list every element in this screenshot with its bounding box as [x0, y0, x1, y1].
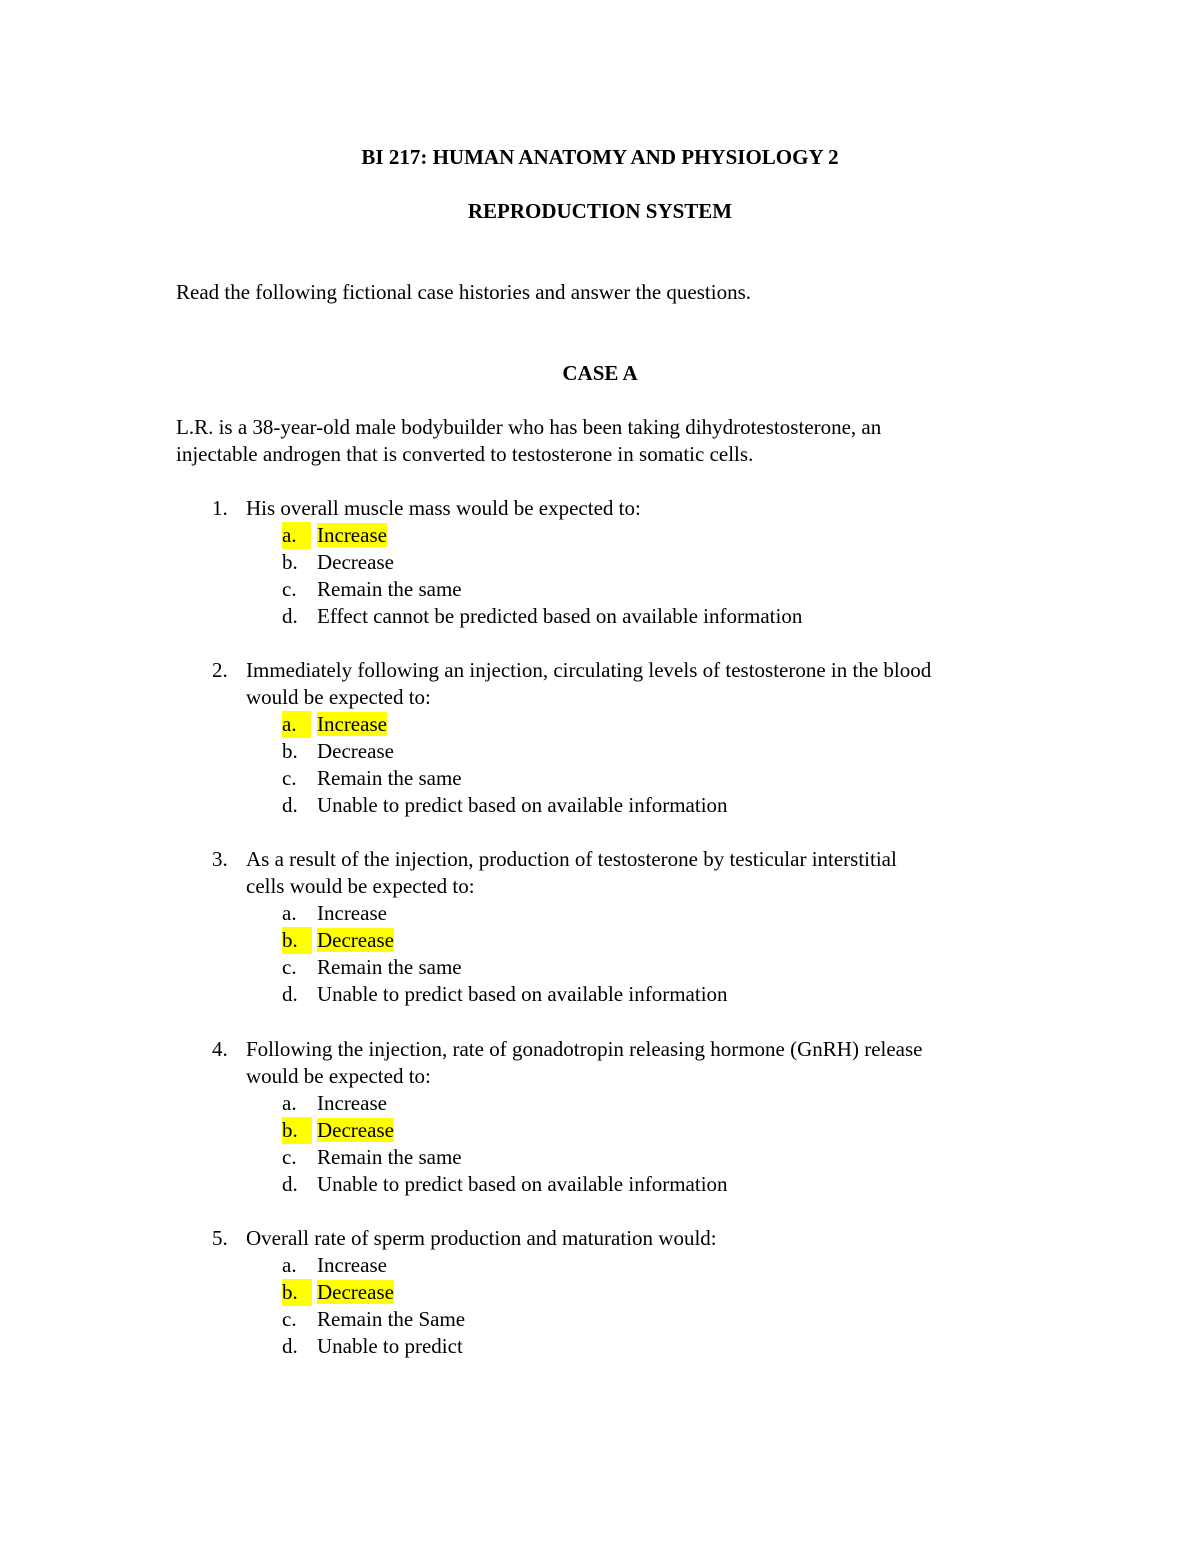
question-text: As a result of the injection, production of testosterone by testicular interstitial: [246, 847, 897, 871]
option-text: Remain the same: [317, 955, 462, 979]
option-5d[interactable]: [176, 1333, 1036, 1360]
option-2a[interactable]: [176, 711, 1036, 738]
option-3b[interactable]: [176, 927, 1036, 954]
option-1c[interactable]: [176, 576, 1036, 603]
option-letter: a.: [282, 711, 311, 738]
option-text: Remain the same: [317, 1145, 462, 1169]
option-2b[interactable]: [176, 738, 1036, 765]
option-list: [176, 711, 1036, 819]
option-letter: d.: [282, 793, 298, 817]
question-number: 1.: [212, 496, 228, 520]
option-text: Increase: [317, 901, 387, 925]
option-text: Unable to predict: [317, 1334, 463, 1358]
option-text: Increase: [317, 523, 387, 547]
document-title: BI 217: HUMAN ANATOMY AND PHYSIOLOGY 2: [361, 145, 839, 169]
option-list: [176, 1252, 1036, 1360]
option-text: Unable to predict based on available information: [317, 1172, 728, 1196]
question-text: Overall rate of sperm production and maturation would:: [246, 1226, 717, 1250]
question-1: [176, 495, 1036, 630]
option-5c[interactable]: [176, 1306, 1036, 1333]
option-text: Increase: [317, 1091, 387, 1115]
option-5a[interactable]: [176, 1252, 1036, 1279]
option-letter: a.: [282, 1253, 297, 1277]
question-text: His overall muscle mass would be expected to:: [246, 496, 641, 520]
question-stem: [176, 846, 1036, 900]
question-text: would be expected to:: [246, 685, 431, 709]
question-stem: [176, 495, 1036, 522]
option-4b[interactable]: [176, 1117, 1036, 1144]
option-text: Decrease: [317, 550, 394, 574]
option-5b[interactable]: [176, 1279, 1036, 1306]
option-3d[interactable]: [176, 981, 1036, 1008]
option-text: Decrease: [317, 739, 394, 763]
option-letter: c.: [282, 766, 297, 790]
option-text: Decrease: [317, 1280, 394, 1304]
case-intro: [176, 414, 1036, 468]
option-text: Remain the same: [317, 766, 462, 790]
option-2c[interactable]: [176, 765, 1036, 792]
option-4a[interactable]: [176, 1090, 1036, 1117]
case-intro-line: injectable androgen that is converted to testosterone in somatic cells.: [176, 442, 754, 466]
question-3: [176, 846, 1036, 1008]
question-text: Following the injection, rate of gonadotropin releasing hormone (GnRH) release: [246, 1037, 923, 1061]
question-number: 4.: [212, 1037, 228, 1061]
question-stem: [176, 1036, 1036, 1090]
question-5: [176, 1225, 1036, 1360]
option-letter: b.: [282, 1279, 312, 1306]
option-letter: b.: [282, 1117, 312, 1144]
question-text: cells would be expected to:: [246, 874, 475, 898]
option-text: Unable to predict based on available information: [317, 793, 728, 817]
option-letter: d.: [282, 1172, 298, 1196]
option-letter: c.: [282, 955, 297, 979]
instructions-text: Read the following fictional case histories and answer the questions.: [176, 280, 752, 304]
option-letter: d.: [282, 982, 298, 1006]
document-subtitle: REPRODUCTION SYSTEM: [467, 199, 733, 223]
option-text: Unable to predict based on available information: [317, 982, 728, 1006]
option-text: Decrease: [317, 928, 394, 952]
option-text: Decrease: [317, 1118, 394, 1142]
option-letter: b.: [282, 739, 298, 763]
question-number: 2.: [212, 658, 228, 682]
question-number: 3.: [212, 847, 228, 871]
option-1d[interactable]: [176, 603, 1036, 630]
case-intro-line: L.R. is a 38-year-old male bodybuilder who has been taking dihydrotestosterone, an: [176, 415, 882, 439]
question-stem: [176, 657, 1036, 711]
option-4d[interactable]: [176, 1171, 1036, 1198]
option-letter: a.: [282, 522, 311, 549]
case-heading: CASE A: [562, 361, 638, 385]
option-3a[interactable]: [176, 900, 1036, 927]
option-letter: c.: [282, 577, 297, 601]
option-3c[interactable]: [176, 954, 1036, 981]
option-letter: d.: [282, 1334, 298, 1358]
question-number: 5.: [212, 1226, 228, 1250]
option-list: [176, 900, 1036, 1008]
option-letter: a.: [282, 1091, 297, 1115]
question-text: Immediately following an injection, circulating levels of testosterone in the blood: [246, 658, 932, 682]
question-4: [176, 1036, 1036, 1198]
option-2d[interactable]: [176, 792, 1036, 819]
option-letter: d.: [282, 604, 298, 628]
option-4c[interactable]: [176, 1144, 1036, 1171]
option-list: [176, 522, 1036, 630]
option-text: Remain the same: [317, 577, 462, 601]
option-letter: c.: [282, 1307, 297, 1331]
option-letter: c.: [282, 1145, 297, 1169]
question-stem: [176, 1225, 1036, 1252]
option-text: Effect cannot be predicted based on available information: [317, 604, 803, 628]
option-text: Increase: [317, 712, 387, 736]
option-letter: b.: [282, 927, 312, 954]
option-text: Increase: [317, 1253, 387, 1277]
option-text: Remain the Same: [317, 1307, 466, 1331]
option-1b[interactable]: [176, 549, 1036, 576]
option-list: [176, 1090, 1036, 1198]
option-letter: a.: [282, 901, 297, 925]
option-1a[interactable]: [176, 522, 1036, 549]
option-letter: b.: [282, 550, 298, 574]
question-text: would be expected to:: [246, 1064, 431, 1088]
question-2: [176, 657, 1036, 819]
